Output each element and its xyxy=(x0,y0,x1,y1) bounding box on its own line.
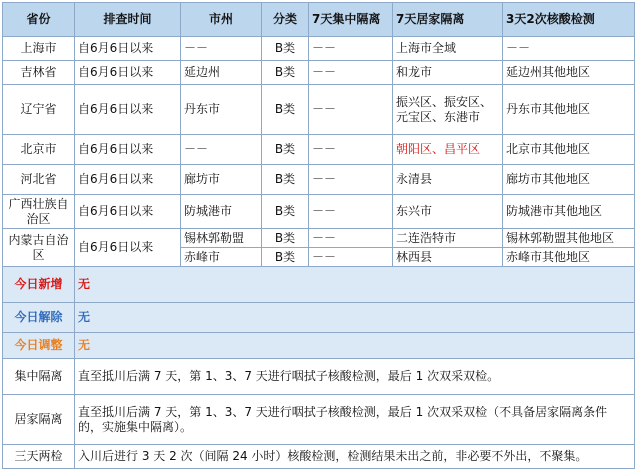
test-cell: 锡林郭勒盟其他地区 xyxy=(503,229,635,248)
status-row-removed xyxy=(3,303,635,333)
home-cell: 振兴区、振安区、元宝区、东港市 xyxy=(393,85,503,135)
test-cell: 廊坊市其他地区 xyxy=(503,165,635,195)
province-cell: 北京市 xyxy=(3,135,75,165)
today-removed-value: 无 xyxy=(75,303,635,333)
category-cell: B类 xyxy=(262,135,309,165)
table-row xyxy=(3,37,635,61)
period-cell: 自6月6日以来 xyxy=(75,61,181,85)
rule-central-label: 集中隔离 xyxy=(3,359,75,395)
home-cell: 上海市全域 xyxy=(393,37,503,61)
today-new-value: 无 xyxy=(75,267,635,303)
category-cell: B类 xyxy=(262,248,309,267)
header-province: 省份 xyxy=(3,3,75,37)
city-cell: 延边州 xyxy=(181,61,262,85)
header-home-quarantine: 7天居家隔离 xyxy=(393,3,503,37)
table-row xyxy=(3,85,635,135)
central-cell: －－ xyxy=(309,135,393,165)
province-cell: 辽宁省 xyxy=(3,85,75,135)
table-row xyxy=(3,61,635,85)
home-cell: 东兴市 xyxy=(393,195,503,229)
province-cell: 上海市 xyxy=(3,37,75,61)
central-cell: －－ xyxy=(309,85,393,135)
central-cell: －－ xyxy=(309,61,393,85)
period-cell: 自6月6日以来 xyxy=(75,85,181,135)
test-cell: 赤峰市其他地区 xyxy=(503,248,635,267)
province-cell: 吉林省 xyxy=(3,61,75,85)
city-cell: 丹东市 xyxy=(181,85,262,135)
category-cell: B类 xyxy=(262,229,309,248)
today-removed-label: 今日解除 xyxy=(3,303,75,333)
period-cell: 自6月6日以来 xyxy=(75,229,181,267)
city-cell: －－ xyxy=(181,135,262,165)
city-cell: －－ xyxy=(181,37,262,61)
today-new-label: 今日新增 xyxy=(3,267,75,303)
rule-test-text: 入川后进行 3 天 2 次（间隔 24 小时）核酸检测，检测结果未出之前，非必要不外出，不聚集。 xyxy=(75,445,635,469)
home-cell: 二连浩特市 xyxy=(393,229,503,248)
status-row-new xyxy=(3,267,635,303)
rule-row-home xyxy=(3,395,635,445)
province-cell: 内蒙古自治区 xyxy=(3,229,75,267)
home-cell-highlight: 朝阳区、昌平区 xyxy=(393,135,503,165)
home-cell: 林西县 xyxy=(393,248,503,267)
test-cell: 防城港市其他地区 xyxy=(503,195,635,229)
header-central-quarantine: 7天集中隔离 xyxy=(309,3,393,37)
category-cell: B类 xyxy=(262,85,309,135)
home-cell: 和龙市 xyxy=(393,61,503,85)
city-cell: 廊坊市 xyxy=(181,165,262,195)
period-cell: 自6月6日以来 xyxy=(75,135,181,165)
period-cell: 自6月6日以来 xyxy=(75,37,181,61)
today-adjusted-value: 无 xyxy=(75,333,635,359)
category-cell: B类 xyxy=(262,37,309,61)
rule-row-test xyxy=(3,445,635,469)
central-cell: －－ xyxy=(309,248,393,267)
city-cell: 防城港市 xyxy=(181,195,262,229)
rule-row-central xyxy=(3,359,635,395)
header-row xyxy=(3,3,635,37)
province-cell: 河北省 xyxy=(3,165,75,195)
header-category: 分类 xyxy=(262,3,309,37)
rule-home-text: 直至抵川后满 7 天，第 1、3、7 天进行咽拭子核酸检测，最后 1 次双采双检（不具备居家隔离条件的，实施集中隔离）。 xyxy=(75,395,635,445)
status-row-adjusted xyxy=(3,333,635,359)
province-cell: 广西壮族自治区 xyxy=(3,195,75,229)
test-cell: 延边州其他地区 xyxy=(503,61,635,85)
period-cell: 自6月6日以来 xyxy=(75,165,181,195)
header-period: 排查时间 xyxy=(75,3,181,37)
header-nucleic-test: 3天2次核酸检测 xyxy=(503,3,635,37)
test-cell: 丹东市其他地区 xyxy=(503,85,635,135)
category-cell: B类 xyxy=(262,165,309,195)
central-cell: －－ xyxy=(309,229,393,248)
rule-central-text: 直至抵川后满 7 天，第 1、3、7 天进行咽拭子核酸检测，最后 1 次双采双检。 xyxy=(75,359,635,395)
test-cell: －－ xyxy=(503,37,635,61)
test-cell: 北京市其他地区 xyxy=(503,135,635,165)
table-row xyxy=(3,195,635,229)
policy-table xyxy=(2,2,635,469)
period-cell: 自6月6日以来 xyxy=(75,195,181,229)
today-adjusted-label: 今日调整 xyxy=(3,333,75,359)
rule-home-label: 居家隔离 xyxy=(3,395,75,445)
city-cell: 赤峰市 xyxy=(181,248,262,267)
city-cell: 锡林郭勒盟 xyxy=(181,229,262,248)
table-row xyxy=(3,229,635,248)
central-cell: －－ xyxy=(309,37,393,61)
rule-test-label: 三天两检 xyxy=(3,445,75,469)
category-cell: B类 xyxy=(262,61,309,85)
category-cell: B类 xyxy=(262,195,309,229)
central-cell: －－ xyxy=(309,165,393,195)
table-row xyxy=(3,165,635,195)
table-row xyxy=(3,135,635,165)
home-cell: 永清县 xyxy=(393,165,503,195)
header-city: 市州 xyxy=(181,3,262,37)
central-cell: －－ xyxy=(309,195,393,229)
